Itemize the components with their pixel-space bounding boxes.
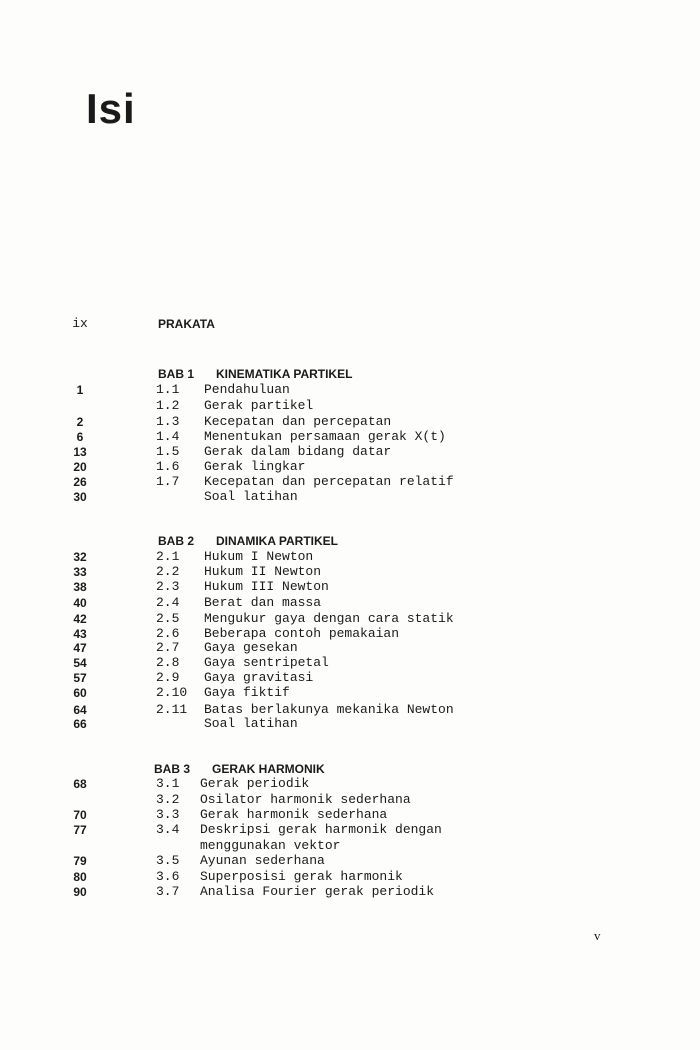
toc-page-number: 60 — [73, 686, 87, 700]
toc-section-number: 2.1 — [156, 549, 180, 564]
toc-page-number: 2 — [76, 415, 84, 429]
toc-section-title: Osilator harmonik sederhana — [200, 792, 411, 807]
toc-section-number: 1.7 — [156, 474, 180, 489]
toc-section-number: 2.8 — [156, 655, 180, 670]
toc-section-title: Pendahuluan — [204, 382, 290, 397]
toc-section-number: 1.6 — [156, 459, 180, 474]
toc-page-number: 40 — [73, 596, 87, 610]
toc-entry — [0, 429, 700, 445]
chapter-title: DINAMIKA PARTIKEL — [216, 534, 338, 548]
chapter-heading — [0, 366, 700, 382]
toc-section-title: Hukum III Newton — [204, 579, 329, 594]
toc-page-number: 68 — [73, 777, 87, 791]
toc-section-title: Gerak periodik — [200, 776, 310, 791]
toc-section-title: Ayunan sederhana — [200, 853, 325, 868]
page-number: v — [594, 928, 601, 943]
toc-section-number: 2.10 — [156, 685, 188, 700]
toc-entry — [0, 685, 700, 701]
toc-section-title: Hukum I Newton — [204, 549, 314, 564]
toc-section-number: 2.7 — [156, 640, 180, 655]
toc-page-number: 47 — [73, 641, 87, 655]
toc-entry — [0, 640, 700, 656]
toc-section-title: Gerak partikel — [204, 398, 314, 413]
toc-section-title: Kecepatan dan percepatan relatif — [204, 474, 454, 489]
toc-page-number: 42 — [73, 612, 87, 626]
toc-page-number: 13 — [73, 445, 87, 459]
toc-section-number: 3.1 — [156, 776, 180, 791]
toc-entry — [0, 489, 700, 505]
toc-section-number: 2.11 — [156, 702, 188, 717]
toc-page-number: 64 — [73, 703, 87, 717]
toc-section-number: 1.1 — [156, 382, 180, 397]
toc-page-number: 90 — [73, 885, 87, 899]
toc-page-number: 30 — [73, 490, 87, 504]
toc-page-number: 32 — [73, 550, 87, 564]
chapter-label: BAB 1 — [158, 367, 195, 381]
toc-entry — [0, 807, 700, 823]
toc-entry — [0, 564, 700, 580]
toc-section-title: Hukum II Newton — [204, 564, 322, 579]
toc-entry — [0, 579, 700, 595]
chapter-heading — [0, 533, 700, 549]
chapter-title: GERAK HARMONIK — [212, 762, 325, 776]
toc-section-title: Gerak dalam bidang datar — [204, 444, 392, 459]
toc-entry — [0, 595, 700, 611]
toc-page-number: 26 — [73, 475, 87, 489]
toc-section-title: Kecepatan dan percepatan — [204, 414, 392, 429]
toc-page-number: 80 — [73, 870, 87, 884]
toc-section-title: Deskripsi gerak harmonik dengan — [200, 822, 442, 837]
toc-page-number: 79 — [73, 854, 87, 868]
toc-entry — [0, 822, 700, 838]
toc-entry — [0, 716, 700, 732]
toc-entry — [0, 655, 700, 671]
chapter-title: KINEMATIKA PARTIKEL — [216, 367, 353, 381]
toc-section-number: 1.3 — [156, 414, 180, 429]
toc-section-number: 1.4 — [156, 429, 180, 444]
toc-entry — [0, 611, 700, 627]
toc-section-number: 3.2 — [156, 792, 180, 807]
toc-page-number: 57 — [73, 671, 87, 685]
toc-section-title: Soal latihan — [204, 716, 298, 731]
toc-section-number: 3.7 — [156, 884, 180, 899]
toc-section-number: 2.4 — [156, 595, 180, 610]
toc-preface-row — [0, 316, 700, 332]
toc-section-title: Gaya gravitasi — [204, 670, 314, 685]
toc-section-number: 2.5 — [156, 611, 180, 626]
toc-page-number: 1 — [76, 383, 84, 397]
chapter-label: BAB 2 — [158, 534, 195, 548]
toc-entry — [0, 792, 700, 808]
toc-section-number: 3.4 — [156, 822, 180, 837]
toc-section-number: 2.3 — [156, 579, 180, 594]
toc-section-number: 2.2 — [156, 564, 180, 579]
toc-entry — [0, 382, 700, 398]
toc-entry — [0, 398, 700, 414]
toc-section-title: Superposisi gerak harmonik — [200, 869, 403, 884]
toc-entry — [0, 414, 700, 430]
toc-section-title: Beberapa contoh pemakaian — [204, 626, 400, 641]
toc-section-title: Mengukur gaya dengan cara statik — [204, 611, 454, 626]
toc-entry — [0, 869, 700, 885]
toc-page-number: 66 — [73, 717, 87, 731]
toc-section-title: Gaya fiktif — [204, 685, 290, 700]
toc-section-title: Gerak harmonik sederhana — [200, 807, 388, 822]
toc-section-number: 1.5 — [156, 444, 180, 459]
toc-entry — [0, 776, 700, 792]
chapter-label: BAB 3 — [154, 762, 191, 776]
toc-section-title: Gaya sentripetal — [204, 655, 329, 670]
toc-section-number: 1.2 — [156, 398, 180, 413]
toc-page-number: 77 — [73, 823, 87, 837]
toc-section-title: Batas berlakunya mekanika Newton — [204, 702, 454, 717]
toc-section-number: 3.3 — [156, 807, 180, 822]
toc-page-number: 6 — [76, 430, 84, 444]
toc-section-title: Analisa Fourier gerak periodik — [200, 884, 435, 899]
toc-entry — [0, 549, 700, 565]
toc-section-title: Berat dan massa — [204, 595, 322, 610]
toc-entry — [0, 853, 700, 869]
toc-preface-title: PRAKATA — [158, 317, 215, 331]
toc-entry — [0, 884, 700, 900]
toc-section-number: 2.6 — [156, 626, 180, 641]
toc-page-number: ix — [72, 316, 88, 331]
toc-page-number: 20 — [73, 460, 87, 474]
chapter-heading — [0, 761, 700, 777]
toc-entry — [0, 444, 700, 460]
toc-page-number: 54 — [73, 656, 87, 670]
toc-page-number: 43 — [73, 627, 87, 641]
toc-section-title: menggunakan vektor — [200, 838, 341, 853]
toc-entry — [0, 459, 700, 475]
toc-section-number: 3.6 — [156, 869, 180, 884]
toc-section-number: 2.9 — [156, 670, 180, 685]
toc-section-title: Soal latihan — [204, 489, 298, 504]
toc-entry — [0, 474, 700, 490]
toc-entry — [0, 838, 700, 854]
toc-entry — [0, 670, 700, 686]
toc-page-number: 33 — [73, 565, 87, 579]
toc-section-title: Menentukan persamaan gerak X(t) — [204, 429, 446, 444]
toc-page-number: 38 — [73, 580, 87, 594]
page-heading: Isi — [86, 85, 136, 132]
toc-section-title: Gerak lingkar — [204, 459, 306, 474]
toc-page-number: 70 — [73, 808, 87, 822]
toc-section-title: Gaya gesekan — [204, 640, 298, 655]
toc-section-number: 3.5 — [156, 853, 180, 868]
